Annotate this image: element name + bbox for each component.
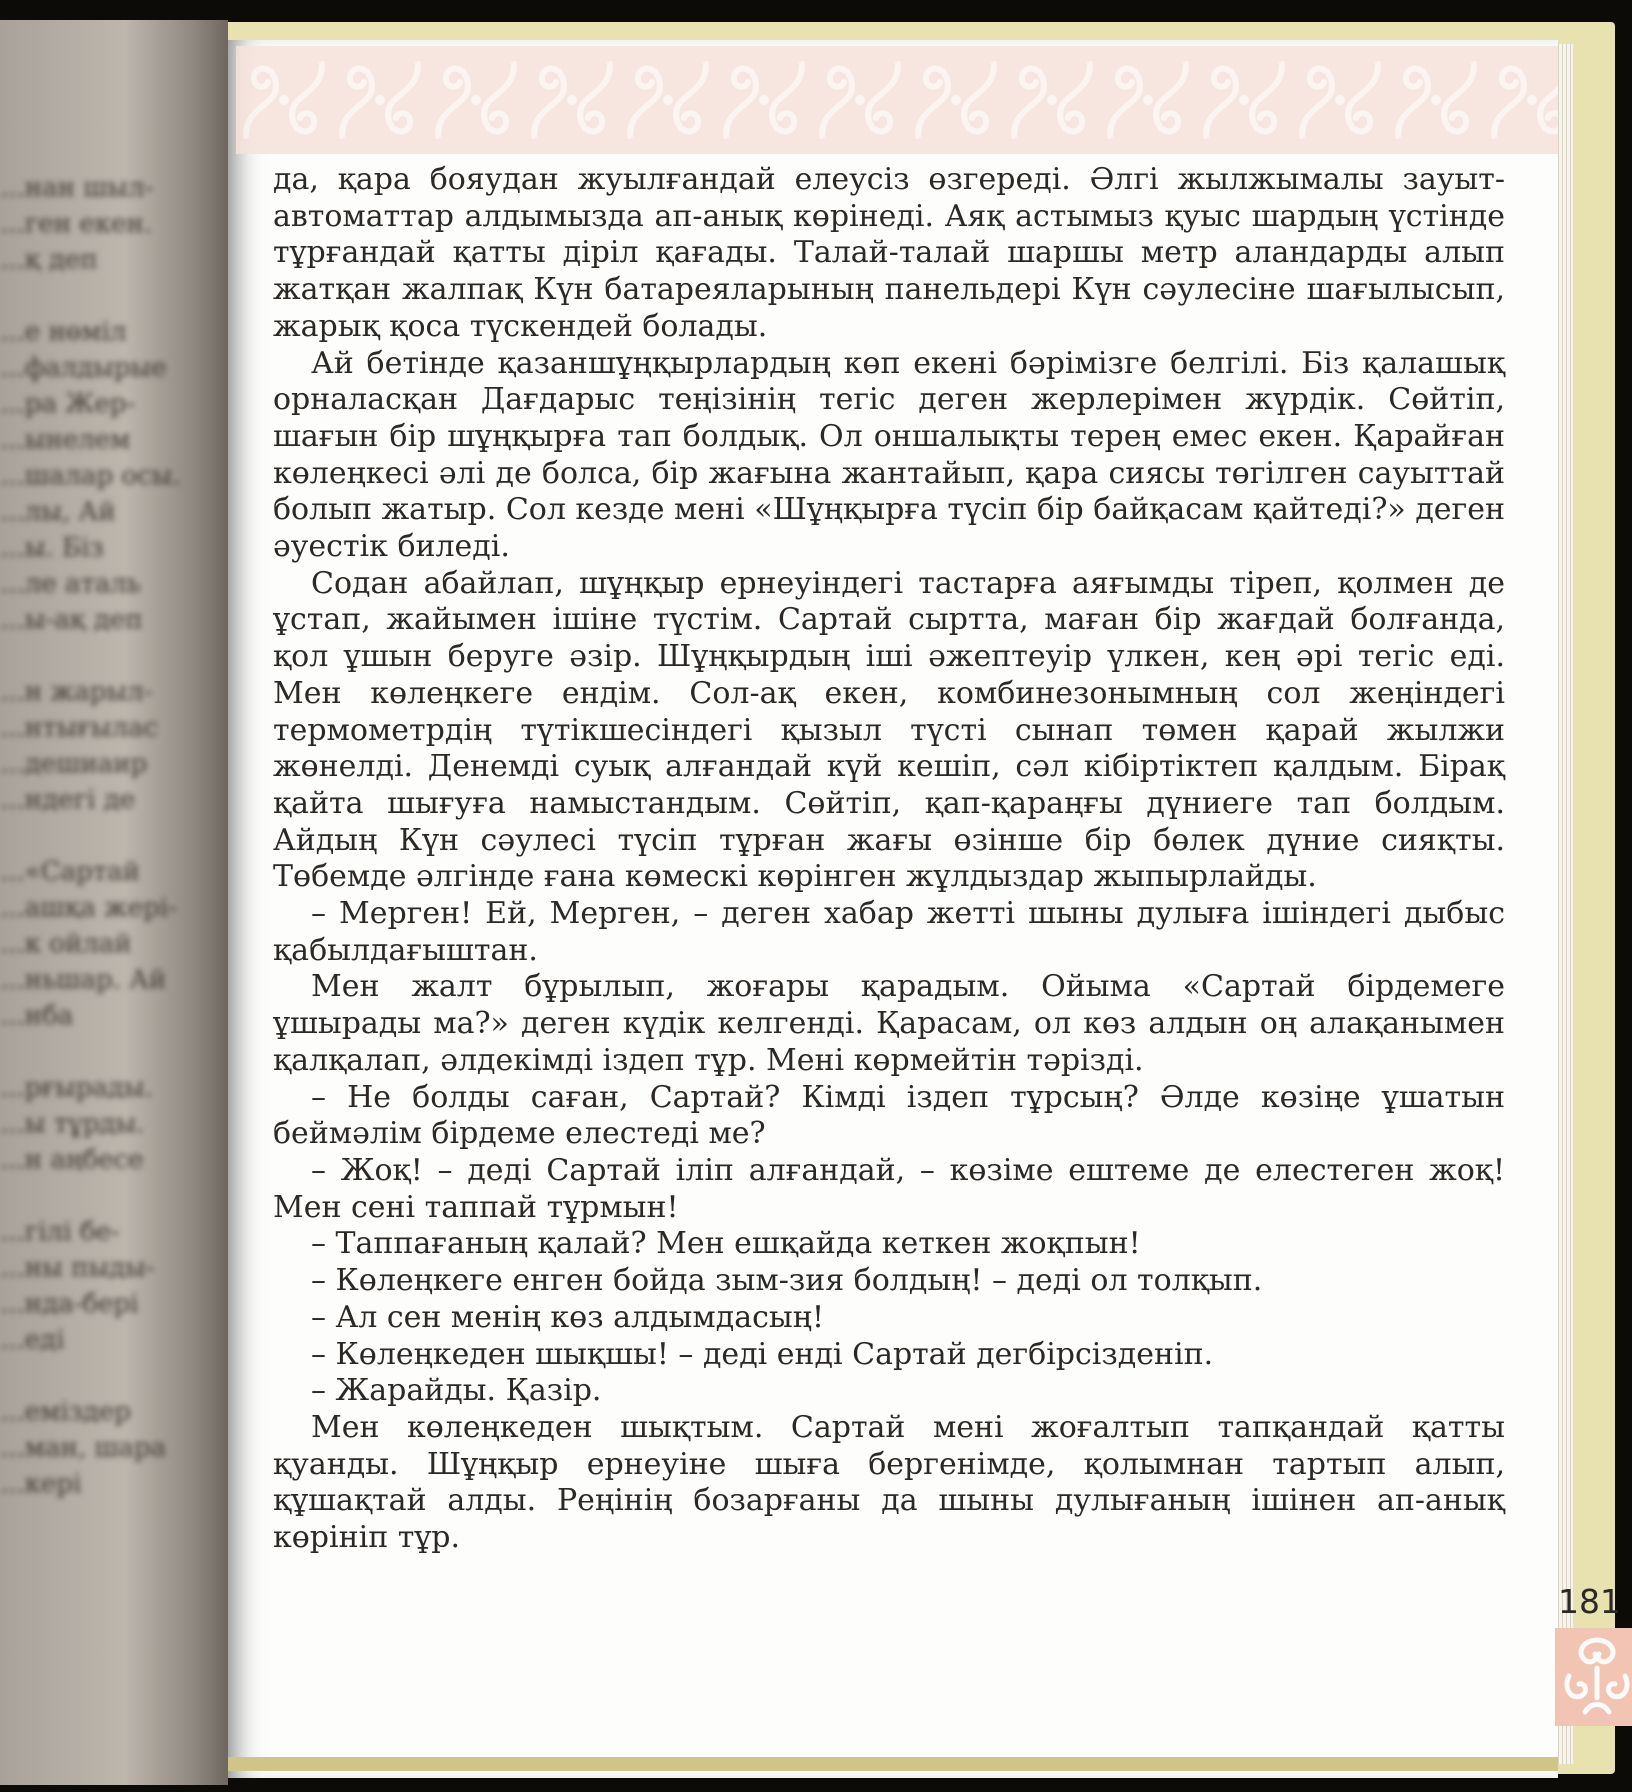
left-page-line: ...н аңбесе <box>0 1145 144 1175</box>
left-page-line: ...дешиаир <box>0 749 148 779</box>
left-page-line: ...«Сартай <box>0 857 140 887</box>
paragraph: Мен жалт бұрылып, жоғары қарадым. Ойыма «Сартай бірдемеге ұшырады ма?» деген күдік келгенді. Қарасам, ол көз алдын оң алақанымен қалқалап, әлдекімді іздеп тұр. Мені көрмейтін тәрізді. <box>273 969 1505 1078</box>
left-page-line: ...нан шыл- <box>0 173 154 203</box>
dialogue-line: – Көлеңкеден шықшы! – деді енді Сартай дегбірсізденіп. <box>311 1336 1214 1372</box>
left-page-line: ...ашқа жері- <box>0 893 178 923</box>
paragraph: Содан абайлап, шұңқыр ернеуіндегі тастарға аяғымды тіреп, қолмен де ұстап, жайымен ішіне түстім. Сартай сыртта, маған бір жағдай болғанда, қол ұшын беруге әзір. Шұңқырдың іші әжептеуір үлкен, кең әрі тегіс еді. Мен көлеңкеге ендім. Сол-ақ екен, комбинезонымның сол жеңіндегі термометрдің түтікшесіндегі қызыл түсті сынап төмен қарай жылжи жөнелді. Денемді суық алғандай күй кешіп, сәл кібіртіктеп қалдым. Бірақ қайта шығуға намыстандым. Сөйтіп, қап-қараңғы дүниеге тап болдым. Айдың Күн сәулесі түсіп тұрған жағы өзінше бір бөлек дүние сияқты. Төбемде әлгінде ғана көмескі көрінген жұлдыздар жыпырлайды. <box>273 565 1505 895</box>
left-page-line: ...ген екен. <box>0 209 153 239</box>
left-page-line: ...к ойлай <box>0 929 132 959</box>
left-page-line: ...кері <box>0 1469 82 1499</box>
left-page-line: ...фалдырые <box>0 353 167 383</box>
left-page-line: ...нба <box>0 1001 74 1031</box>
corner-ornament-icon <box>1555 1628 1632 1726</box>
left-page-line <box>0 638 228 674</box>
left-page-line: ...шалар осы. <box>0 461 181 491</box>
left-page-line: ...рғырады. <box>0 1073 153 1103</box>
left-page-line: ...е нөміл <box>0 317 127 347</box>
left-page-line: ...еміздер <box>0 1397 131 1427</box>
dialogue-line: – Ал сен менің көз алдымдасың! <box>311 1299 825 1335</box>
ornament-pattern-icon <box>236 46 1558 154</box>
dialogue-line: – Жоқ! – деді Сартай іліп алғандай, – көзіме ештеме де елестеген жоқ! Мен сені таппай тұрмын! <box>273 1152 1505 1225</box>
cover-bottom-edge <box>228 1757 1558 1771</box>
left-page-text <box>0 170 228 1502</box>
paragraph: Мен көлеңкеден шықтым. Сартай мені жоғалтып тапқандай қатты қуанды. Шұңқыр ернеуіне шыға бергенімде, қолымнан тартып алып, құшақтай алды. Реңінің бозарғаны да шыны дулығаның ішінен ап-анық көрініп тұр. <box>273 1409 1505 1556</box>
dialogue-line: – Көлеңкеге енген бойда зым-зия болдың! – деді ол толқып. <box>311 1263 1263 1299</box>
left-page-line <box>0 1358 228 1394</box>
page-number: 181 <box>1558 1582 1621 1621</box>
left-page-line: ...ы тұрды. <box>0 1109 145 1139</box>
paragraph: Ай бетінде қазаншұңқырлардың көп екені бәрімізге белгілі. Біз қалашық орналасқан Дағдарыс теңізінің тегіс деген жерлерімен жүрдік. Сөйтіп, шағын бір шұңқырға тап болдық. Ол оншалықты терең емес екен. Қарайған көлеңкесі әлі де болса, бір жағына жантайып, қара сиясы төгілген сауыттай болып жатыр. Сол кезде мені «Шұңқырға түсіп бір байқасам қайтеді?» деген әуестік биледі. <box>273 345 1506 565</box>
left-page-line: ...ндегі де <box>0 785 136 815</box>
left-page-line: ...қ деп <box>0 245 98 275</box>
left-page-line <box>0 1178 228 1214</box>
left-page-line: ...гілі бе- <box>0 1217 120 1247</box>
left-page-line <box>0 818 228 854</box>
left-page-line: ...нтығылас <box>0 713 159 743</box>
left-page-line: ...еді <box>0 1325 65 1355</box>
top-ornament-band <box>236 46 1558 154</box>
left-page-line <box>0 1034 228 1070</box>
left-page-line: ...ы-ақ деп <box>0 605 143 635</box>
left-page-line: ...ынелем <box>0 425 131 455</box>
left-page-blurred <box>0 20 228 1785</box>
dialogue-line: – Не болды саған, Сартай? Кімді іздеп тұрсың? Әлде көзіңе ұшатын беймәлім бірдеме елестеді ме? <box>273 1079 1505 1152</box>
left-page-line: ...ра Жер- <box>0 389 136 419</box>
left-page-line: ...ны пыды- <box>0 1253 155 1283</box>
left-page-line: ...ы. Біз <box>0 533 104 563</box>
main-text <box>273 162 1505 1557</box>
left-page-line <box>0 278 228 314</box>
paragraph: да, қара бояудан жуылғандай елеусіз өзгереді. Әлгі жылжымалы зауыт-автоматтар алдымызда ап-анық көрінеді. Аяқ астымыз қуыс шардың үстінде тұрғандай қатты діріл қағады. Талай-талай шаршы метр аландарды алып жатқан жалпақ Күн батареяларының панельдері Күн сәулесіне шағылысып, жарық қоса түскендей болады. <box>273 162 1505 344</box>
dialogue-line: – Мерген! Ей, Мерген, – деген хабар жетті шыны дулыға ішіндегі дыбыс қабылдағыштан. <box>273 896 1505 968</box>
left-page-line: ...ман, шара <box>0 1433 167 1463</box>
left-page-line: ...ньшар. Ай <box>0 965 167 995</box>
dialogue-line: – Жарайды. Қазір. <box>311 1373 602 1409</box>
right-page <box>228 40 1621 1778</box>
left-page-line: ...лы, Ай <box>0 497 116 527</box>
left-page-line: ...ле аталь <box>0 569 142 599</box>
left-page-line: ...нда-бері <box>0 1289 139 1319</box>
left-page-line: ...н жарыл- <box>0 677 153 707</box>
dialogue-line: – Таппағаның қалай? Мен ешқайда кеткен жоқпын! <box>311 1226 1141 1262</box>
